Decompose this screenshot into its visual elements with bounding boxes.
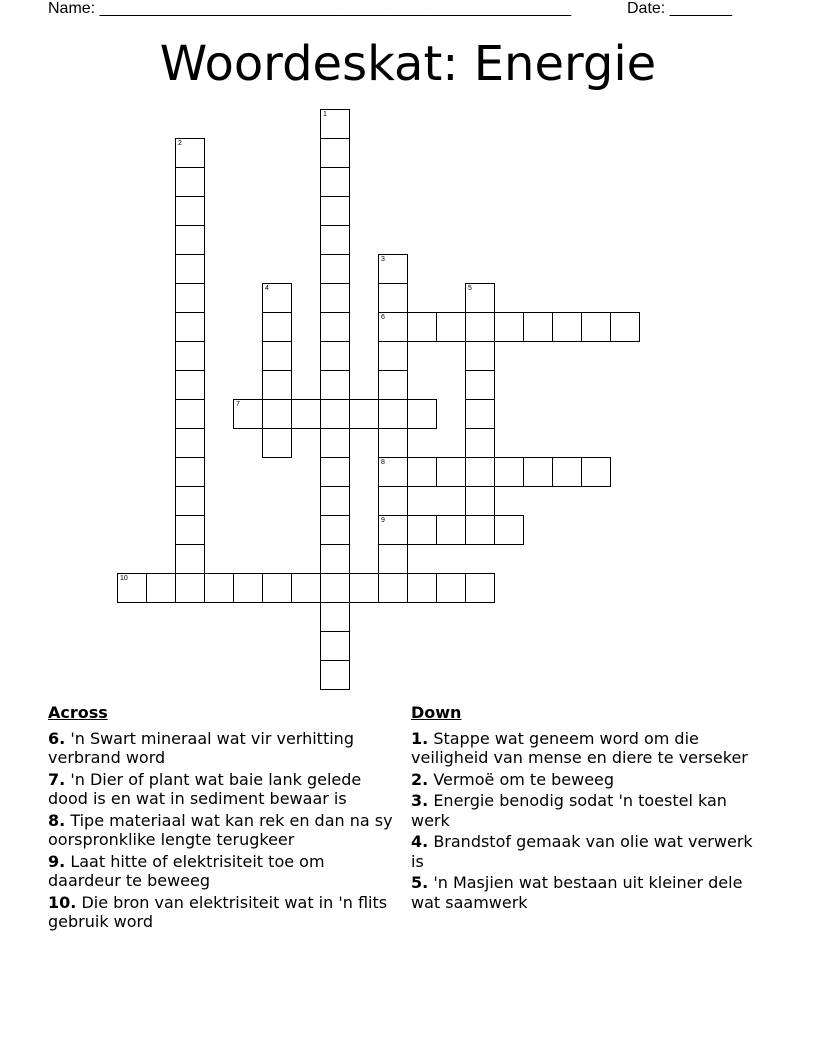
grid-cell[interactable] bbox=[436, 312, 466, 342]
grid-cell[interactable] bbox=[233, 399, 263, 429]
grid-cell[interactable] bbox=[523, 312, 553, 342]
across-clue-8: 8. Tipe materiaal wat kan rek en dan na sy oorspronklike lengte terugkeer bbox=[48, 810, 393, 849]
grid-cell[interactable] bbox=[465, 486, 495, 516]
grid-cell[interactable] bbox=[494, 457, 524, 487]
grid-cell[interactable] bbox=[378, 515, 408, 545]
grid-cell[interactable] bbox=[117, 573, 147, 603]
grid-cell[interactable] bbox=[175, 341, 205, 371]
grid-cell[interactable] bbox=[320, 254, 350, 284]
clue-number: 8 bbox=[381, 459, 385, 466]
grid-cell[interactable] bbox=[465, 370, 495, 400]
grid-cell[interactable] bbox=[262, 341, 292, 371]
clue-number: 9 bbox=[381, 517, 385, 524]
grid-cell[interactable] bbox=[523, 457, 553, 487]
clue-number: 1 bbox=[323, 111, 327, 118]
grid-cell[interactable] bbox=[378, 399, 408, 429]
grid-cell[interactable] bbox=[262, 573, 292, 603]
grid-cell[interactable] bbox=[175, 457, 205, 487]
clue-number: 2 bbox=[178, 140, 182, 147]
grid-cell[interactable] bbox=[320, 544, 350, 574]
grid-cell[interactable] bbox=[378, 457, 408, 487]
grid-cell[interactable] bbox=[378, 254, 408, 284]
grid-cell[interactable] bbox=[320, 457, 350, 487]
grid-cell[interactable] bbox=[465, 312, 495, 342]
grid-cell[interactable] bbox=[262, 399, 292, 429]
grid-cell[interactable] bbox=[320, 109, 350, 139]
grid-cell[interactable] bbox=[175, 254, 205, 284]
grid-cell[interactable] bbox=[320, 196, 350, 226]
grid-cell[interactable] bbox=[494, 515, 524, 545]
grid-cell[interactable] bbox=[378, 544, 408, 574]
grid-cell[interactable] bbox=[407, 399, 437, 429]
grid-cell[interactable] bbox=[581, 312, 611, 342]
grid-cell[interactable] bbox=[407, 573, 437, 603]
grid-cell[interactable] bbox=[465, 283, 495, 313]
grid-cell[interactable] bbox=[175, 370, 205, 400]
grid-cell[interactable] bbox=[320, 138, 350, 168]
grid-cell[interactable] bbox=[175, 573, 205, 603]
grid-cell[interactable] bbox=[552, 312, 582, 342]
down-clue-5: 5. 'n Masjien wat bestaan uit kleiner dele wat saamwerk bbox=[411, 873, 743, 912]
grid-cell[interactable] bbox=[465, 515, 495, 545]
grid-cell[interactable] bbox=[407, 312, 437, 342]
grid-cell[interactable] bbox=[320, 167, 350, 197]
grid-cell[interactable] bbox=[581, 457, 611, 487]
name-field: Name: _____________________________________________________ bbox=[48, 0, 572, 17]
clue-number: 7 bbox=[236, 401, 240, 408]
grid-cell[interactable] bbox=[175, 312, 205, 342]
grid-cell[interactable] bbox=[610, 312, 640, 342]
clue-number: 4 bbox=[265, 285, 269, 292]
grid-cell[interactable] bbox=[320, 602, 350, 632]
grid-cell[interactable] bbox=[465, 428, 495, 458]
grid-cell[interactable] bbox=[320, 573, 350, 603]
grid-cell[interactable] bbox=[465, 457, 495, 487]
grid-cell[interactable] bbox=[378, 283, 408, 313]
grid-cell[interactable] bbox=[349, 399, 379, 429]
grid-cell[interactable] bbox=[175, 225, 205, 255]
across-heading: Across bbox=[48, 703, 108, 722]
grid-cell[interactable] bbox=[552, 457, 582, 487]
across-clue-9: 9. Laat hitte of elektrisiteit toe om daardeur te beweeg bbox=[48, 851, 325, 890]
down-heading: Down bbox=[411, 703, 462, 722]
clue-number: 3 bbox=[381, 256, 385, 263]
grid-cell[interactable] bbox=[175, 399, 205, 429]
date-field: Date: _______ bbox=[627, 0, 732, 17]
grid-cell[interactable] bbox=[378, 428, 408, 458]
grid-cell[interactable] bbox=[175, 283, 205, 313]
down-clue-4: 4. Brandstof gemaak van olie wat verwerk is bbox=[411, 832, 753, 871]
grid-cell[interactable] bbox=[320, 370, 350, 400]
grid-cell[interactable] bbox=[175, 428, 205, 458]
grid-cell[interactable] bbox=[378, 573, 408, 603]
across-clues bbox=[48, 703, 398, 934]
grid-cell[interactable] bbox=[407, 515, 437, 545]
grid-cell[interactable] bbox=[175, 515, 205, 545]
grid-cell[interactable] bbox=[436, 515, 466, 545]
down-clue-1: 1. Stappe wat geneem word om die veiligheid van mense en diere te verseker bbox=[411, 728, 748, 767]
grid-cell[interactable] bbox=[378, 312, 408, 342]
grid-cell[interactable] bbox=[320, 341, 350, 371]
grid-cell[interactable] bbox=[175, 544, 205, 574]
down-clue-2: 2. Vermoë om te beweeg bbox=[411, 769, 615, 789]
grid-cell[interactable] bbox=[291, 573, 321, 603]
grid-cell[interactable] bbox=[262, 283, 292, 313]
grid-cell[interactable] bbox=[320, 225, 350, 255]
grid-cell[interactable] bbox=[494, 312, 524, 342]
clue-number: 5 bbox=[468, 285, 472, 292]
down-clue-3: 3. Energie benodig sodat 'n toestel kan werk bbox=[411, 791, 727, 830]
grid-cell[interactable] bbox=[262, 428, 292, 458]
grid-cell[interactable] bbox=[262, 370, 292, 400]
grid-cell[interactable] bbox=[465, 573, 495, 603]
clue-number: 6 bbox=[381, 314, 385, 321]
grid-cell[interactable] bbox=[262, 312, 292, 342]
grid-cell[interactable] bbox=[407, 457, 437, 487]
grid-cell[interactable] bbox=[349, 573, 379, 603]
grid-cell[interactable] bbox=[378, 341, 408, 371]
grid-cell[interactable] bbox=[320, 283, 350, 313]
grid-cell[interactable] bbox=[175, 167, 205, 197]
grid-cell[interactable] bbox=[320, 399, 350, 429]
grid-cell[interactable] bbox=[175, 138, 205, 168]
grid-cell[interactable] bbox=[436, 457, 466, 487]
across-clue-10: 10. Die bron van elektrisiteit wat in 'n flits gebruik word bbox=[48, 892, 388, 931]
grid-cell[interactable] bbox=[233, 573, 263, 603]
grid-cell[interactable] bbox=[291, 399, 321, 429]
clue-number: 10 bbox=[120, 575, 128, 582]
grid-cell[interactable] bbox=[204, 573, 234, 603]
down-clues bbox=[411, 703, 761, 914]
grid-cell[interactable] bbox=[146, 573, 176, 603]
grid-cell[interactable] bbox=[320, 631, 350, 661]
grid-cell[interactable] bbox=[320, 428, 350, 458]
page-title: Woordeskat: Energie bbox=[159, 36, 657, 92]
grid-cell[interactable] bbox=[378, 370, 408, 400]
grid-cell[interactable] bbox=[465, 341, 495, 371]
grid-cell[interactable] bbox=[320, 660, 350, 690]
grid-cell[interactable] bbox=[320, 515, 350, 545]
grid-cell[interactable] bbox=[175, 196, 205, 226]
across-clue-6: 6. 'n Swart mineraal wat vir verhitting verbrand word bbox=[48, 728, 354, 767]
grid-cell[interactable] bbox=[175, 486, 205, 516]
grid-cell[interactable] bbox=[320, 312, 350, 342]
grid-cell[interactable] bbox=[320, 486, 350, 516]
grid-cell[interactable] bbox=[465, 399, 495, 429]
across-clue-7: 7. 'n Dier of plant wat baie lank gelede dood is en wat in sediment bewaar is bbox=[48, 769, 362, 808]
grid-cell[interactable] bbox=[378, 486, 408, 516]
grid-cell[interactable] bbox=[436, 573, 466, 603]
